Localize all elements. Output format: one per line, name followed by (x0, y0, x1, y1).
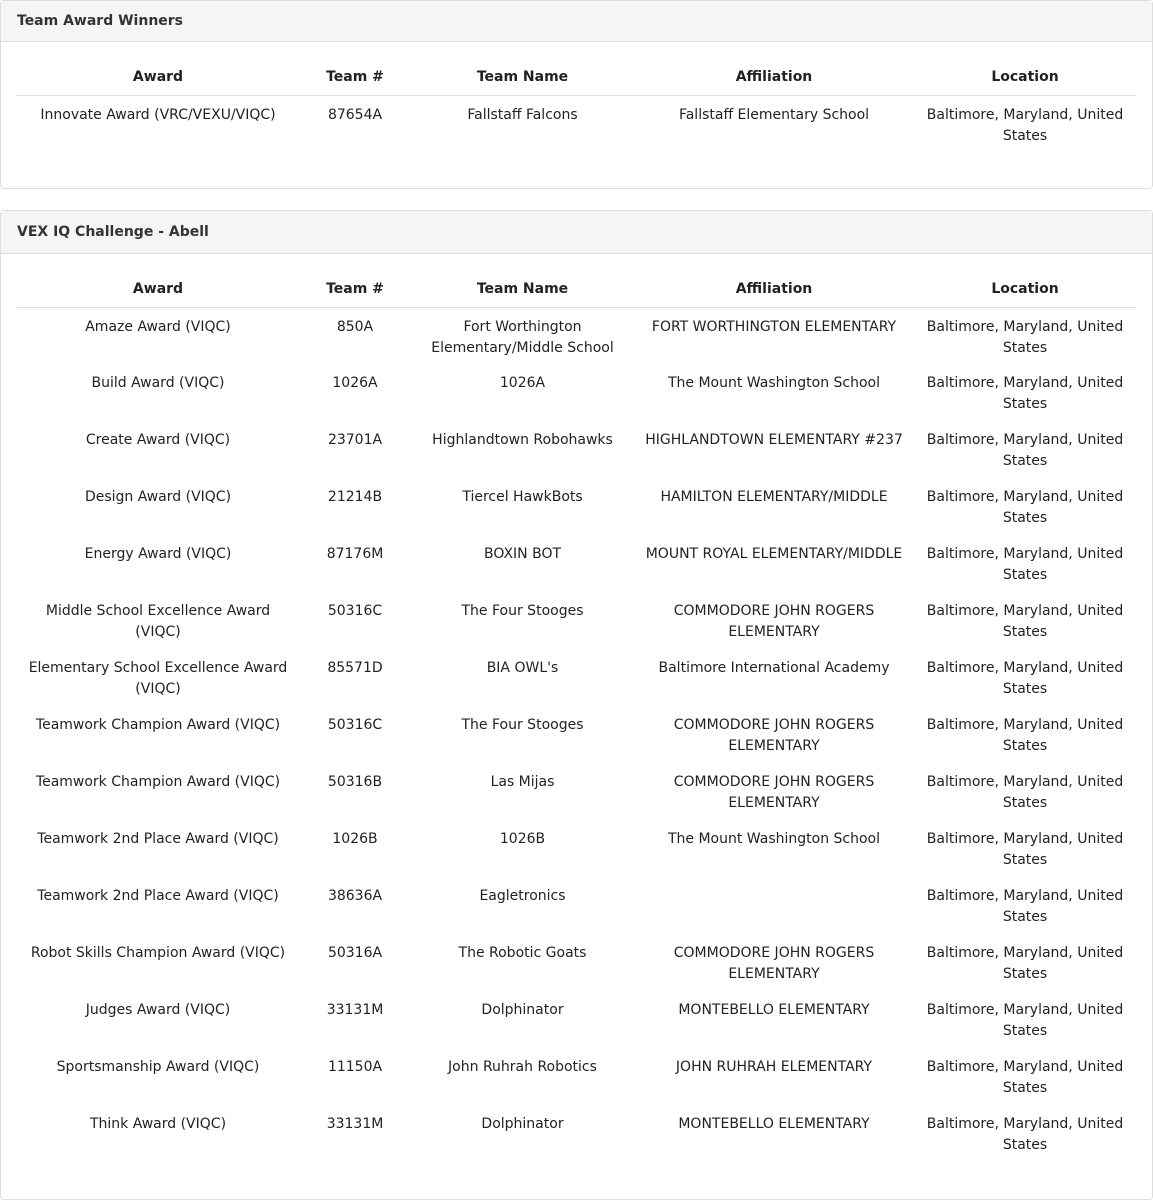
team-name-cell: Las Mijas (490, 774, 555, 790)
award-cell: Amaze Award (VIQC) (85, 318, 231, 335)
location-cell: Baltimore, Maryland, United States (926, 774, 1124, 811)
affiliation-cell: The Mount Washington School (667, 831, 881, 847)
award-cell: Energy Award (VIQC) (84, 546, 232, 562)
team-number-cell: 11150A (327, 1059, 383, 1075)
column-header-team-name: Team Name (411, 42, 634, 95)
award-cell: Teamwork Champion Award (VIQC) (35, 717, 281, 733)
team-number-cell: 87654A (327, 106, 383, 123)
affiliation-cell: JOHN RUHRAH ELEMENTARY (675, 1059, 873, 1075)
team-number-cell: 21214B (327, 489, 383, 505)
award-cell: Teamwork 2nd Place Award (VIQC) (37, 831, 279, 847)
location-cell: Baltimore, Maryland, United States (926, 831, 1124, 868)
team-award-winners-panel (0, 0, 1153, 189)
team-name-cell: The Four Stooges (461, 603, 584, 619)
team-name-cell: 1026B (499, 831, 546, 847)
team-number-cell: 50316C (327, 603, 383, 619)
team-name-cell: 1026A (499, 375, 546, 391)
table-header-row (17, 42, 1136, 95)
award-cell: Create Award (VIQC) (85, 432, 231, 448)
team-name-cell: The Robotic Goats (458, 945, 587, 961)
team-number-cell: 87176M (326, 546, 384, 562)
table-body (17, 95, 1136, 155)
panel-title: Team Award Winners (1, 1, 1152, 42)
table-row (17, 364, 1136, 421)
column-header-affiliation: Affiliation (634, 254, 914, 307)
affiliation-cell: The Mount Washington School (667, 375, 881, 391)
team-name-cell: BIA OWL's (486, 660, 559, 676)
team-number-cell: 23701A (327, 432, 383, 448)
table-body (17, 307, 1136, 1162)
team-number-cell: 85571D (327, 660, 383, 676)
affiliation-cell: MONTEBELLO ELEMENTARY (678, 1002, 870, 1018)
table-header-row (17, 254, 1136, 307)
team-number-cell: 50316B (327, 774, 383, 790)
team-name-cell: Dolphinator (481, 1116, 564, 1132)
table-row (17, 991, 1136, 1048)
viqc-abell-panel (0, 210, 1153, 1200)
affiliation-cell (634, 877, 914, 934)
location-cell: Baltimore, Maryland, United States (926, 489, 1124, 526)
location-cell: Baltimore, Maryland, United States (926, 1002, 1124, 1039)
table-row (17, 535, 1136, 592)
team-name-cell: Highlandtown Robohawks (432, 432, 613, 448)
affiliation-cell: COMMODORE JOHN ROGERS ELEMENTARY (673, 945, 875, 982)
column-header-team-number: Team # (299, 254, 411, 307)
award-cell: Teamwork Champion Award (VIQC) (35, 774, 281, 790)
table-row (17, 95, 1136, 155)
column-header-team-number: Team # (299, 42, 411, 95)
table-row (17, 478, 1136, 535)
location-cell: Baltimore, Maryland, United States (926, 1116, 1124, 1153)
award-cell: Design Award (VIQC) (84, 489, 232, 505)
team-number-cell: 1026A (332, 375, 378, 391)
award-cell: Innovate Award (VRC/VEXU/VIQC) (40, 106, 276, 123)
team-number-cell: 50316A (327, 945, 383, 961)
table-row (17, 1105, 1136, 1162)
team-number-cell: 50316C (327, 717, 383, 733)
award-cell: Teamwork 2nd Place Award (VIQC) (37, 888, 279, 904)
award-cell: Sportsmanship Award (VIQC) (56, 1059, 260, 1075)
table-row (17, 592, 1136, 649)
table-row (17, 1048, 1136, 1105)
column-header-location: Location (914, 42, 1136, 95)
team-name-cell: Dolphinator (481, 1002, 564, 1018)
location-cell: Baltimore, Maryland, United States (926, 945, 1124, 982)
award-cell: Middle School Excellence Award (VIQC) (45, 603, 271, 640)
column-header-location: Location (914, 254, 1136, 307)
team-number-cell: 33131M (326, 1002, 384, 1018)
award-cell: Build Award (VIQC) (91, 375, 225, 391)
table-row (17, 421, 1136, 478)
location-cell: Baltimore, Maryland, United States (926, 888, 1124, 925)
affiliation-cell: COMMODORE JOHN ROGERS ELEMENTARY (673, 774, 875, 811)
team-name-cell: Eagletronics (479, 888, 566, 904)
column-header-affiliation: Affiliation (634, 42, 914, 95)
affiliation-cell: COMMODORE JOHN ROGERS ELEMENTARY (673, 603, 875, 640)
award-cell: Judges Award (VIQC) (85, 1002, 231, 1018)
table-row (17, 307, 1136, 364)
location-cell: Baltimore, Maryland, United States (926, 603, 1124, 640)
location-cell: Baltimore, Maryland, United States (926, 546, 1124, 583)
table-row (17, 877, 1136, 934)
table-row (17, 820, 1136, 877)
affiliation-cell: Fallstaff Elementary School (678, 106, 870, 123)
panel-title: VEX IQ Challenge - Abell (1, 211, 1152, 254)
award-cell: Think Award (VIQC) (89, 1116, 227, 1132)
table-row (17, 649, 1136, 706)
location-cell: Baltimore, Maryland, United States (926, 106, 1124, 144)
location-cell: Baltimore, Maryland, United States (926, 375, 1124, 412)
team-name-cell: The Four Stooges (461, 717, 584, 733)
team-name-cell: BOXIN BOT (483, 546, 562, 562)
column-header-award: Award (17, 42, 299, 95)
award-cell: Robot Skills Champion Award (VIQC) (30, 945, 286, 961)
team-name-cell: Fort Worthington Elementary/Middle School (431, 318, 614, 356)
team-name-cell: Fallstaff Falcons (467, 106, 578, 123)
table-row (17, 763, 1136, 820)
location-cell: Baltimore, Maryland, United States (926, 660, 1124, 697)
affiliation-cell: Baltimore International Academy (658, 660, 890, 676)
column-header-award: Award (17, 254, 299, 307)
team-number-cell: 1026B (332, 831, 378, 847)
location-cell: Baltimore, Maryland, United States (926, 318, 1124, 356)
awards-table (17, 42, 1136, 155)
column-header-team-name: Team Name (411, 254, 634, 307)
location-cell: Baltimore, Maryland, United States (926, 432, 1124, 469)
team-number-cell: 850A (336, 318, 374, 335)
affiliation-cell: MOUNT ROYAL ELEMENTARY/MIDDLE (645, 546, 903, 562)
award-cell: Elementary School Excellence Award (VIQC) (28, 660, 288, 697)
affiliation-cell: COMMODORE JOHN ROGERS ELEMENTARY (673, 717, 875, 754)
table-row (17, 706, 1136, 763)
team-number-cell: 33131M (326, 1116, 384, 1132)
affiliation-cell: HAMILTON ELEMENTARY/MIDDLE (660, 489, 888, 505)
affiliation-cell: FORT WORTHINGTON ELEMENTARY (651, 318, 897, 335)
location-cell: Baltimore, Maryland, United States (926, 717, 1124, 754)
affiliation-cell: HIGHLANDTOWN ELEMENTARY #237 (645, 432, 903, 448)
awards-table (17, 254, 1136, 1162)
team-name-cell: Tiercel HawkBots (462, 489, 583, 505)
affiliation-cell: MONTEBELLO ELEMENTARY (678, 1116, 870, 1132)
team-number-cell: 38636A (327, 888, 383, 904)
table-row (17, 934, 1136, 991)
location-cell: Baltimore, Maryland, United States (926, 1059, 1124, 1096)
team-name-cell: John Ruhrah Robotics (448, 1059, 597, 1075)
